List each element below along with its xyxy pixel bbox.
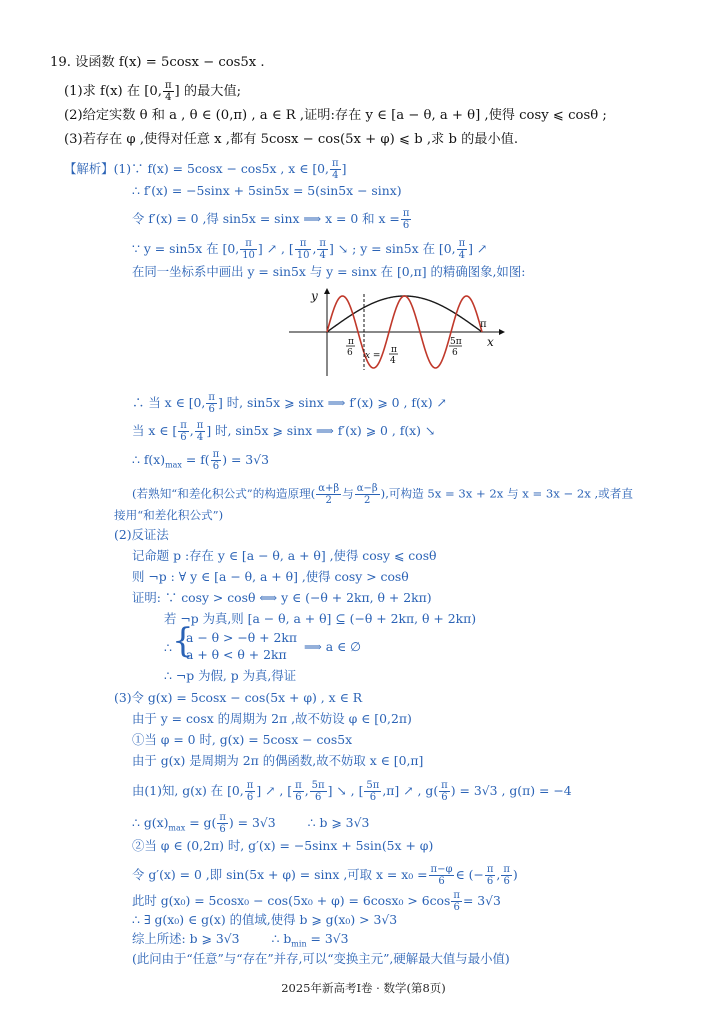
sol2-line-a: 记命题 p :存在 y ∈ [a − θ, a + θ] ,使得 cosy ⩽ cosθ [132, 548, 437, 563]
sol1-line-f: ∴ 当 x ∈ [0, $\frac{\pi}{6}$ ] 时, sin5x ⩾ sinx ⟹ f′(x) ⩾ 0 , f(x) ↗ [132, 392, 447, 415]
sol3-line-d: 由于 g(x) 是周期为 2π 的偶函数,故不妨取 x ∈ [0,π] [132, 753, 424, 768]
problem-part3: (3)若存在 φ ,使得对任意 x ,都有 5cosx − cos(5x + φ) ⩽ b ,求 b 的最小值. [64, 132, 519, 147]
sol1-line-g: 当 x ∈ [ $\frac{\pi}{6}$ , $\frac{\pi}{4}$ ] 时, sin5x ⩾ sinx ⟹ f′(x) ⩾ 0 , f(x) ↘ [132, 420, 436, 443]
sol1-line-d: ∵ y = sin5x 在 [0, $\frac{\pi}{10}$ ] ↗ , [ $\frac{\pi}{10}$ , $\frac{\pi}{4}$ ] ↘ ; y = sin5x 在 [0, $\frac{\pi}{4}$ ] ↗ [132, 238, 488, 261]
sol3-line-f: ∴ $g(x)_{max} = g$( $\frac{\pi}{6}$ ) = 3√3 ∴ b ⩾ 3√3 [132, 812, 370, 835]
sine-graph [287, 288, 507, 378]
pi-label: π [480, 319, 487, 330]
sol1-line-c: 令 f′(x) = 0 ,得 sin5x = sinx ⟹ x = 0 和 x = $\frac{\pi}{6}$ [132, 208, 410, 231]
sol3-line-i: 此时 g(x₀) = 5cosx₀ − cos(5x₀ + φ) = 6cosx₀ > 6cos $\frac{\pi}{6}$ = 3√3 [132, 890, 501, 913]
sol3-line-e: 由(1)知, g(x) 在 [0, $\frac{\pi}{6}$ ] ↗ , [ $\frac{\pi}{6}$ , $\frac{5\pi}{6}$ ] ↘ , [ $\frac{5\pi}{6}$ ,π] ↗ , g( $\frac{\pi}{6}$ ) = 3√3 , g(π) = −4 [132, 780, 572, 803]
sol2-sys-1: a − θ > −θ + 2kπ [186, 630, 298, 645]
problem-part2: (2)给定实数 θ 和 a , θ ∈ (0,π) , a ∈ R ,证明:存在 y ∈ [a − θ, a + θ] ,使得 cosy ⩽ cosθ ; [64, 108, 607, 123]
sol1-line-e: 在同一坐标系中画出 y = sin5x 与 y = sinx 在 [0,π] 的精确图象,如图: [132, 264, 526, 279]
page-footer: 2025年新高考Ⅰ卷 · 数学(第8页) [281, 981, 446, 995]
problem-part1: (1)求 f(x) 在 [0, $\frac{\pi}{4}$ ] 的最大值; [64, 80, 242, 103]
sol2-line-d: 若 ¬p 为真,则 [a − θ, a + θ] ⊆ (−θ + 2kπ, θ + 2kπ) [164, 611, 477, 626]
pi4-den: 4 [390, 356, 396, 366]
frac-pi-4: $\frac{\pi}{4}$ [164, 80, 172, 103]
sol1-line-h: ∴ $f(x)_{max} = f$( $\frac{\pi}{6}$ ) = 3√3 [132, 449, 269, 472]
pi6-num: π [348, 337, 354, 347]
sol3-line-c: ①当 φ = 0 时, g(x) = 5cosx − cos5x [132, 732, 353, 747]
sol3-line-j: ∴ ∃ g(x₀) ∈ g(x) 的值域,使得 b ⩾ g(x₀) > 3√3 [132, 912, 398, 927]
sol2-line-f: ∴ ¬p 为假, p 为真,得证 [164, 668, 297, 683]
y-axis-arrow [324, 288, 330, 294]
sol3-line-g: ②当 φ ∈ (0,2π) 时, g′(x) = −5sinx + 5sin(5x + φ) [132, 838, 434, 853]
x-axis-arrow [499, 329, 505, 335]
sol3-line-h: 令 g′(x) = 0 ,即 sin(5x + φ) = sinx ,可取 x = x₀ = $\frac{\pi-\varphi}{6}$ ∈ (− $\frac{\pi}{6}$ , $\frac{\pi}{6}$ ) [132, 864, 518, 887]
sol3-line-k: 综上所述: b ⩾ 3√3 ∴ $b_{min} = 3√3$ [132, 931, 349, 949]
sol1-line-b: ∴ f′(x) = −5sinx + 5sin5x = 5(sin5x − sinx) [132, 183, 402, 198]
sol1-line-a: 【解析】(1)∵ f(x) = 5cosx − cos5x , x ∈ [0, $\frac{\pi}{4}$ ] [64, 158, 347, 181]
sol2-title: (2)反证法 [114, 527, 169, 542]
sol2-brace: { [172, 621, 194, 661]
sinx-curve [327, 296, 482, 332]
sol2-sys-result: ⟹ a ∈ ∅ [304, 639, 361, 654]
sol2-line-c: 证明: ∵ cosy > cosθ ⟺ y ∈ (−θ + 2kπ, θ + 2kπ) [132, 590, 432, 605]
sol2-sys-2: a + θ < θ + 2kπ [186, 647, 287, 662]
sol3-line-a: (3)令 g(x) = 5cosx − cos(5x + φ) , x ∈ R [114, 690, 363, 705]
sol2-line-b: 则 ¬p : ∀ y ∈ [a − θ, a + θ] ,使得 cosy > cosθ [132, 569, 409, 584]
fivepi6-den: 6 [452, 348, 458, 358]
x-eq-label: x = [365, 351, 381, 361]
sol3-line-l: (此问由于“任意”与“存在”并存,可以“变换主元”,硬解最大值与最小值) [132, 951, 510, 966]
sol1-line-i: (若熟知“和差化积公式”的构造原理( $\frac{\alpha+\beta}{2}$ 与 $\frac{\alpha-\beta}{2}$ ),可构造 5x = 3x + 2x 与 x = 3x − 2x ,或者直 [132, 483, 633, 506]
sol1-line-j: 接用“和差化积公式”) [114, 508, 224, 522]
y-label: y [311, 289, 318, 303]
sol2-therefore: ∴ [164, 640, 172, 655]
x-label: x [487, 335, 494, 349]
problem-title: 19. 设函数 f(x) = 5cosx − cos5x . [50, 55, 265, 70]
fivepi6-num: 5π [450, 337, 462, 347]
sol3-line-b: 由于 y = cosx 的周期为 2π ,故不妨设 φ ∈ [0,2π) [132, 711, 412, 726]
pi6-den: 6 [347, 348, 353, 358]
pi4-num: π [391, 345, 397, 355]
